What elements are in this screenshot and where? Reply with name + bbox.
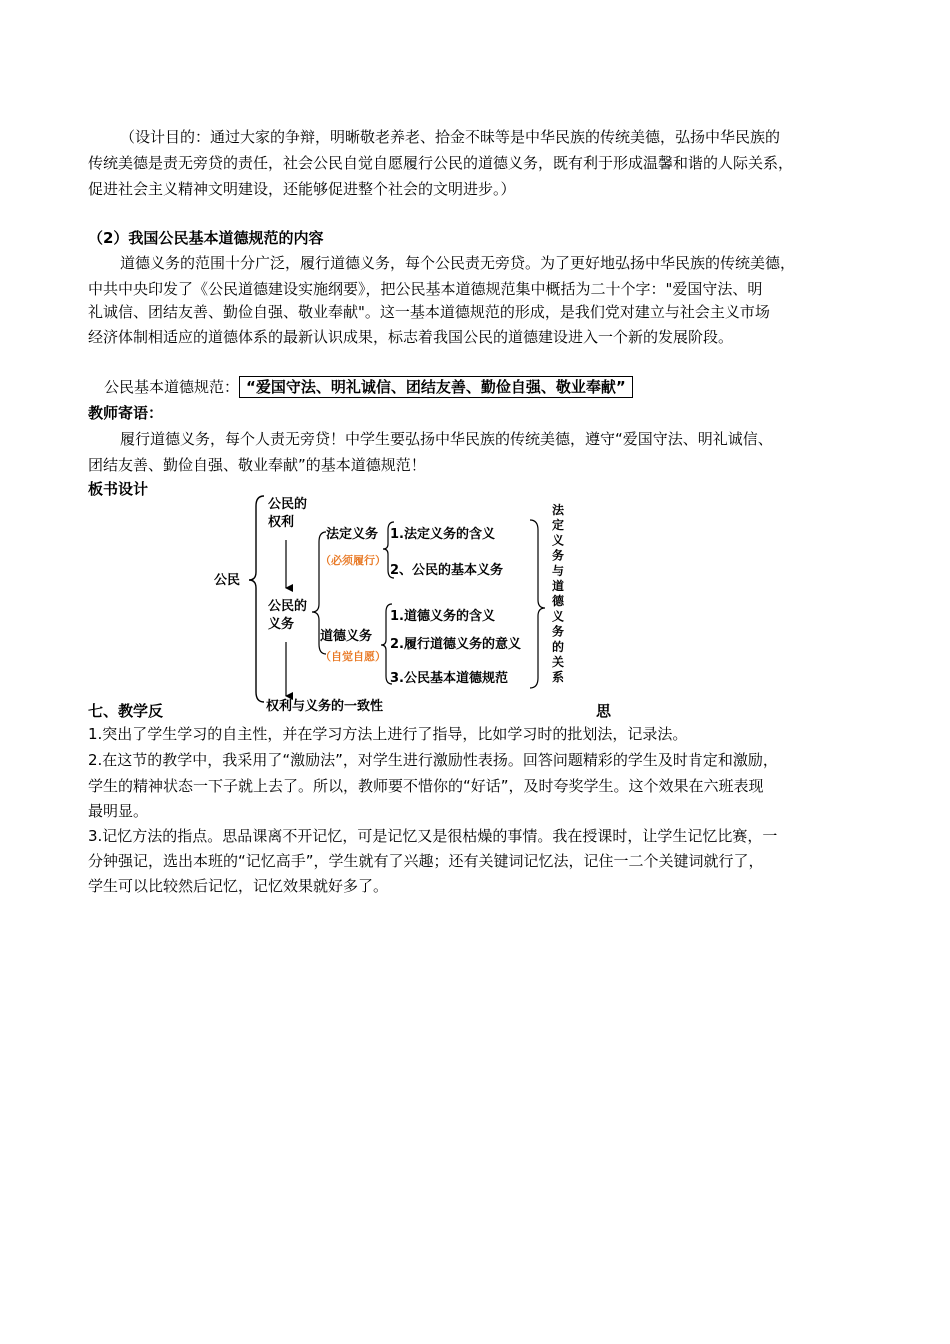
section-2-line-1: 道德义务的范围十分广泛，履行道德义务，每个公民责无旁贷。为了更好地弘扬中华民族的传统美德， bbox=[120, 254, 796, 272]
design-purpose-line-2: 传统美德是责无旁贷的责任，社会公民自觉自愿履行公民的道德义务，既有利于形成温馨和谐的人际关系， bbox=[88, 154, 794, 172]
board-duties-line-2: 义务 bbox=[268, 617, 295, 632]
reflection-heading-left: 七、教学反 bbox=[88, 702, 164, 720]
section-2-line-2: 中共中央印发了《公民道德建设实施纲要》，把公民基本道德规范集中概括为二十个字："爱国守法、明 bbox=[88, 280, 763, 298]
board-moral-duty: 道德义务 bbox=[320, 629, 373, 644]
board-moral-item-2: 2.履行道德义务的意义 bbox=[390, 637, 521, 652]
board-consistency: 权利与义务的一致性 bbox=[266, 699, 384, 712]
reflection-line-6: 分钟强记，选出本班的“记忆高手”，学生就有了兴趣；还有关键词记忆法，记住一二个关键词就行了， bbox=[88, 852, 764, 870]
board-design-heading: 板书设计 bbox=[88, 480, 149, 498]
board-relation-char: 关 bbox=[552, 655, 565, 669]
board-moral-item-1: 1.道德义务的含义 bbox=[390, 609, 495, 624]
reflection-line-2: 2.在这节的教学中，我采用了“激励法”，对学生进行激励性表扬。回答问题精彩的学生及时肯定和激励， bbox=[88, 751, 778, 769]
board-rights-line-2: 权利 bbox=[268, 515, 295, 530]
reflection-line-4: 最明显。 bbox=[88, 802, 149, 820]
board-relation-char: 法 bbox=[552, 503, 565, 517]
board-legal-note: （必须履行） bbox=[320, 554, 386, 567]
section-2-line-3: 礼诚信、团结友善、勤俭自强、敬业奉献"。这一基本道德规范的形成，是我们党对建立与社会主义市场 bbox=[88, 303, 770, 321]
board-duties-line-1: 公民的 bbox=[268, 599, 308, 614]
board-relation-char: 与 bbox=[552, 563, 565, 578]
board-relation-char: 务 bbox=[552, 624, 565, 639]
board-relation-vertical bbox=[552, 502, 565, 684]
board-relation-char: 德 bbox=[552, 594, 565, 609]
reflection-heading-right: 思 bbox=[596, 702, 612, 720]
reflection-line-7: 学生可以比较然后记忆，记忆效果就好多了。 bbox=[88, 877, 389, 895]
board-legal-item-2: 2、公民的基本义务 bbox=[390, 563, 504, 578]
norm-value-box: “爱国守法、明礼诚信、团结友善、勤俭自强、敬业奉献” bbox=[239, 376, 633, 398]
section-2-line-4: 经济体制相适应的道德体系的最新认识成果，标志着我国公民的道德建设进入一个新的发展阶段。 bbox=[88, 328, 734, 346]
board-relation-char: 定 bbox=[552, 518, 565, 533]
board-relation-char: 务 bbox=[552, 548, 565, 563]
board-relation-char: 道 bbox=[552, 579, 565, 593]
reflection-line-1: 1.突出了学生学习的自主性，并在学习方法上进行了指导，比如学习时的批划法，记录法。 bbox=[88, 725, 688, 743]
reflection-line-5: 3.记忆方法的指点。思品课离不开记忆，可是记忆又是很枯燥的事情。我在授课时，让学生记忆比赛，一 bbox=[88, 827, 778, 845]
teacher-message-line-2: 团结友善、勤俭自强、敬业奉献”的基本道德规范！ bbox=[88, 456, 426, 474]
board-legal-item-1: 1.法定义务的含义 bbox=[390, 527, 495, 542]
board-rights-line-1: 公民的 bbox=[268, 497, 308, 512]
board-brace-main bbox=[249, 496, 264, 702]
reflection-line-3: 学生的精神状态一下子就上去了。所以，教师要不惜你的“好话”，及时夸奖学生。这个效果在六班表现 bbox=[88, 777, 764, 795]
norm-label: 公民基本道德规范： bbox=[104, 378, 240, 396]
teacher-message-line-1: 履行道德义务，每个人责无旁贷！中学生要弘扬中华民族的传统美德，遵守“爱国守法、明礼诚信、 bbox=[120, 430, 773, 448]
board-legal-duty: 法定义务 bbox=[326, 527, 379, 542]
board-relation-char: 的 bbox=[552, 639, 565, 654]
teacher-message-heading: 教师寄语： bbox=[88, 404, 164, 422]
board-relation-char: 系 bbox=[552, 670, 565, 685]
board-moral-note: （自觉自愿） bbox=[320, 650, 386, 663]
section-2-heading: （2）我国公民基本道德规范的内容 bbox=[88, 229, 324, 247]
board-brace-right bbox=[530, 520, 545, 688]
board-relation-char: 义 bbox=[552, 533, 565, 548]
board-moral-item-3: 3.公民基本道德规范 bbox=[390, 671, 508, 686]
design-purpose-line-1: （设计目的：通过大家的争辩，明晰敬老养老、拾金不昧等是中华民族的传统美德，弘扬中华民族的 bbox=[120, 128, 781, 146]
board-citizen: 公民 bbox=[214, 573, 241, 588]
norm-row bbox=[104, 374, 633, 400]
board-relation-char: 义 bbox=[552, 609, 565, 624]
design-purpose-line-3: 促进社会主义精神文明建设，还能够促进整个社会的文明进步。） bbox=[88, 180, 516, 198]
board-design-diagram bbox=[200, 492, 600, 712]
